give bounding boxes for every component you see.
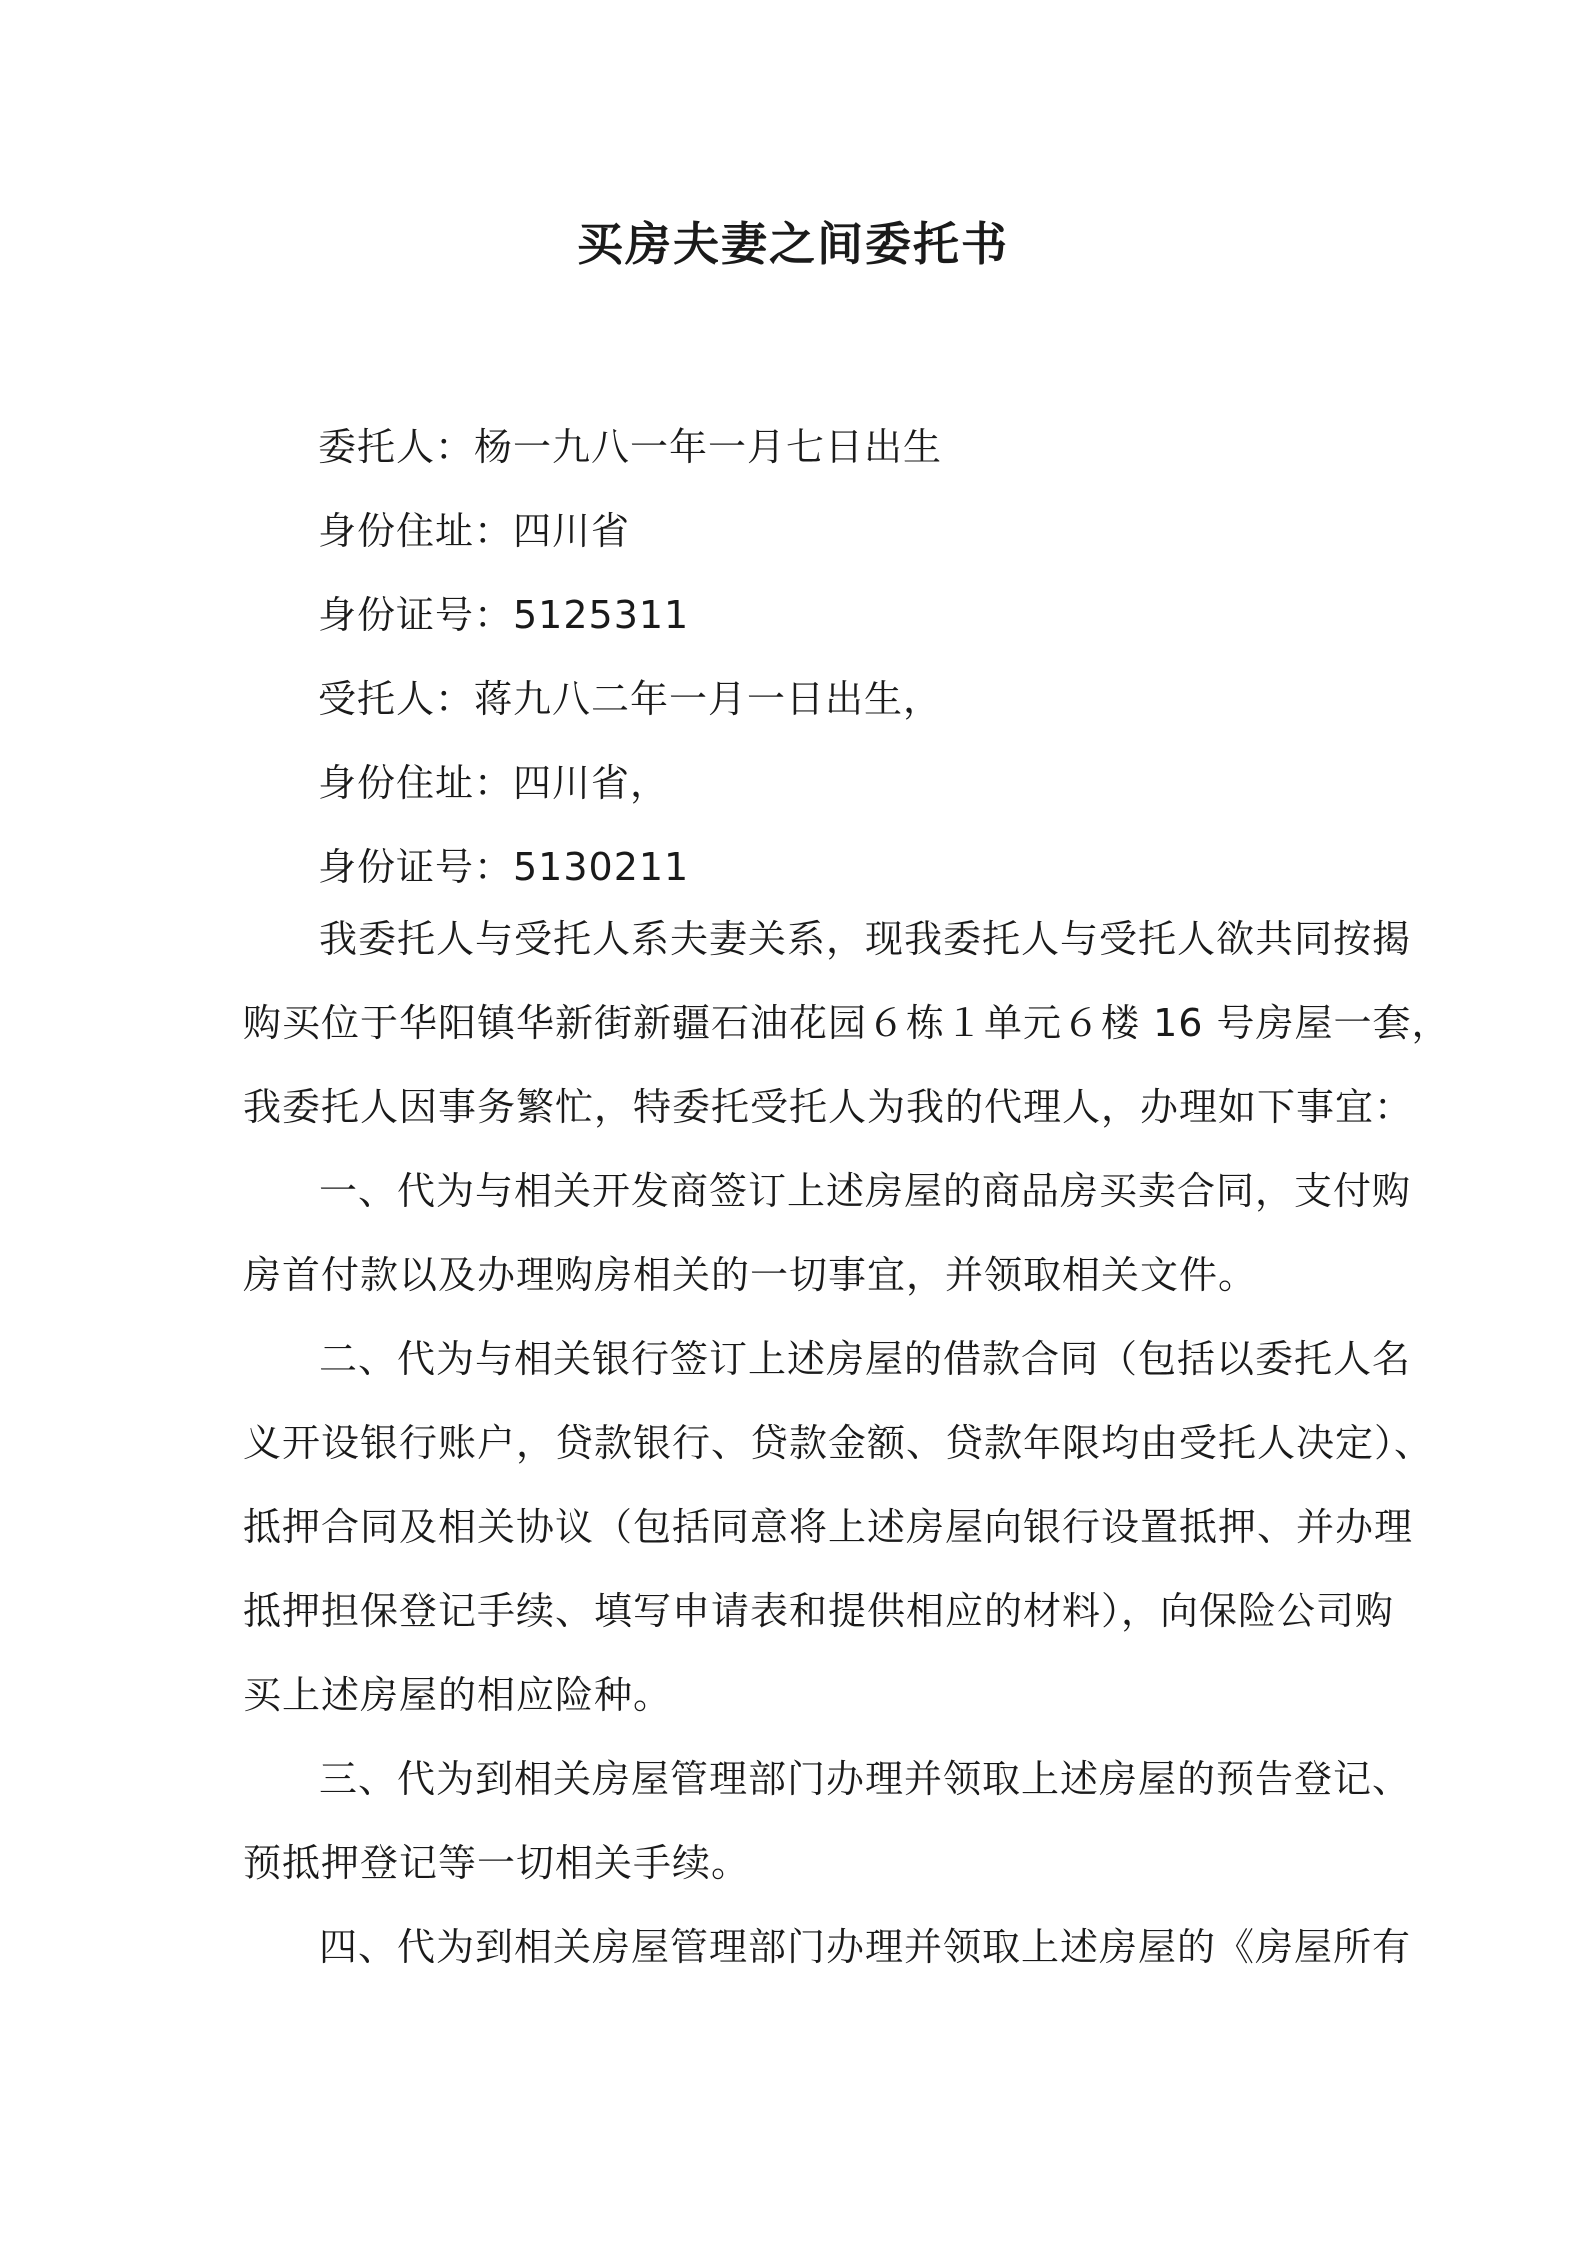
text-line: 抵押合同及相关协议（包括同意将上述房屋向银行设置抵押、并办理 [243,1505,1414,1549]
clause-4-paragraph [243,1905,1412,1989]
party-info-block [318,405,942,909]
text-line: 我委托人与受托人系夫妻关系，现我委托人与受托人欲共同按揭 [319,917,1412,961]
agent-id-line: 身份证号：5130211 [318,845,690,889]
text-line: 二、代为与相关银行签订上述房屋的借款合同（包括以委托人名 [319,1337,1412,1381]
document-title: 买房夫妻之间委托书 [577,217,1009,271]
text-line: 四、代为到相关房屋管理部门办理并领取上述房屋的《房屋所有 [319,1925,1412,1969]
text-line: 义开设银行账户，贷款银行、贷款金额、贷款年限均由受托人决定）、 [243,1421,1434,1465]
text-line: 购买位于华阳镇华新街新疆石油花园６栋１单元６楼 16 号房屋一套， [243,1001,1451,1045]
principal-id-line: 身份证号：5125311 [318,593,690,637]
text-line: 三、代为到相关房屋管理部门办理并领取上述房屋的预告登记、 [319,1757,1412,1801]
text-line: 买上述房屋的相应险种。 [243,1673,673,1717]
text-line: 预抵押登记等一切相关手续。 [243,1841,751,1885]
document-body [243,897,1451,1989]
principal-address-line: 身份住址：四川省 [318,509,631,553]
principal-line: 委托人：杨一九八一年一月七日出生 [318,425,943,469]
text-line: 房首付款以及办理购房相关的一切事宜，并领取相关文件。 [243,1253,1258,1297]
clause-2-paragraph [243,1317,1434,1737]
agent-line: 受托人：蒋九八二年一月一日出生， [318,677,943,721]
text-line: 一、代为与相关开发商签订上述房屋的商品房买卖合同，支付购 [319,1169,1412,1213]
text-line: 抵押担保登记手续、填写申请表和提供相应的材料），向保险公司购 [243,1589,1395,1633]
clause-1-paragraph [243,1149,1412,1317]
clause-3-paragraph [243,1737,1412,1905]
text-line: 我委托人因事务繁忙，特委托受托人为我的代理人，办理如下事宜： [243,1085,1414,1129]
intro-paragraph [243,897,1451,1149]
agent-address-line: 身份住址：四川省， [318,761,670,805]
